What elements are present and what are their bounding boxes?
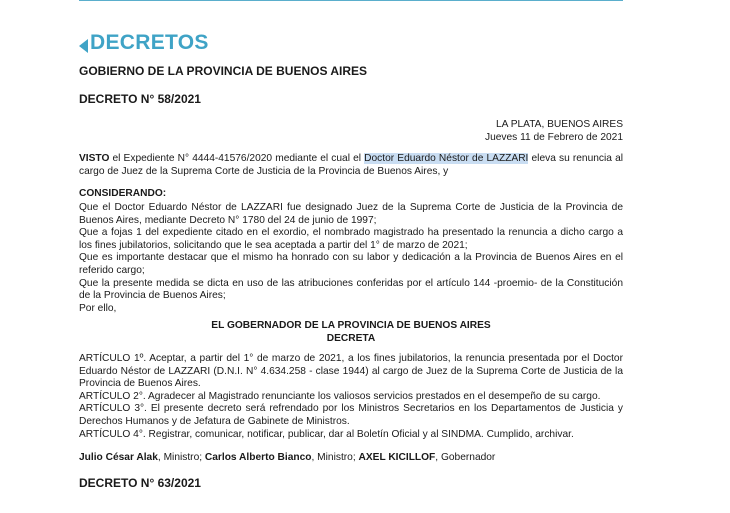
place: LA PLATA, BUENOS AIRES [495, 119, 623, 130]
considerando-heading: CONSIDERANDO: [79, 188, 167, 199]
highlighted-name[interactable]: Doctor Eduardo Néstor de LAZZARI [364, 153, 529, 164]
date: Jueves 11 de Febrero de 2021 [484, 132, 623, 143]
considerando-item: Por ello, [79, 302, 117, 314]
section-title: DECRETOS [90, 31, 209, 54]
signer-role: , Ministro; [311, 452, 359, 463]
section-header [79, 30, 209, 56]
chevron-left-icon [79, 39, 88, 53]
considerando-item: Que a fojas 1 del expediente citado en el exordio, el nombrado magistrado ha presentado la renuncia a dicho cargo a los fines jubilatorios, solicitando que le sea aceptada a partir del 1° de marzo de 2021; [79, 227, 623, 251]
considerando-list [79, 202, 623, 315]
article-item: ARTÍCULO 2°. Agradecer al Magistrado renunciante los valiosos servicios prestados en el desempeño de su cargo. [79, 390, 601, 402]
visto-text-before: el Expediente N° 4444-41576/2020 mediante el cual el [109, 153, 365, 164]
considerando-item: Que es importante destacar que el mismo ha honrado con su labor y dedicación a la Provincia de Buenos Aires en el referido cargo; [79, 252, 623, 276]
visto-paragraph [79, 153, 623, 178]
signer-name: Carlos Alberto Bianco [204, 452, 312, 463]
considerando-item: Que el Doctor Eduardo Néstor de LAZZARI fue designado Juez de la Suprema Corte de Justicia de la Provincia de Buenos Aires, mediante Decreto N° 1780 del 24 de junio de 1997; [79, 202, 623, 226]
article-item: ARTÍCULO 3°. El presente decreto será refrendado por los Ministros Secretarios en los Departamentos de Justicia y Derechos Humanos y de Jefatura de Gabinete de Ministros. [79, 403, 623, 427]
considerando-item: Que la presente medida se dicta en uso de las atribuciones conferidas por el artículo 144 -proemio- de la Constitución de la Provincia de Buenos Aires; [79, 277, 623, 302]
signer-role: , Gobernador [435, 452, 496, 463]
decreta-heading: DECRETA [326, 333, 376, 344]
articles-list [79, 353, 623, 441]
governor-block [79, 319, 623, 345]
signer-role: , Ministro; [157, 452, 205, 463]
governor-heading: EL GOBERNADOR DE LA PROVINCIA DE BUENOS AIRES [211, 320, 491, 331]
place-date-block [485, 118, 623, 144]
signatures [79, 452, 495, 463]
signer-name: Julio César Alak [79, 452, 158, 463]
visto-label: VISTO [79, 153, 110, 164]
decree-number: DECRETO N° 58/2021 [79, 92, 201, 106]
article-item: ARTÍCULO 1º. Aceptar, a partir del 1° de marzo de 2021, a los fines jubilatorios, la renuncia presentada por el Doctor Eduardo Néstor de LAZZARI (D.N.I. N° 4.634.258 - clase 1944) al cargo de Juez de la Suprema Corte de Justicia de la Provincia de Buenos Aires. [79, 353, 623, 390]
government-heading: GOBIERNO DE LA PROVINCIA DE BUENOS AIRES [79, 64, 368, 78]
signer-name: AXEL KICILLOF [358, 452, 436, 463]
next-decree-number: DECRETO N° 63/2021 [79, 476, 201, 490]
visto-text-after: eleva su renuncia al cargo de Juez de la Suprema Corte de Justicia de la Provincia de Buenos Aires, y [79, 153, 623, 177]
top-divider [79, 0, 623, 1]
article-item: ARTÍCULO 4°. Registrar, comunicar, notificar, publicar, dar al Boletín Oficial y al SINDMA. Cumplido, archivar. [79, 428, 574, 440]
